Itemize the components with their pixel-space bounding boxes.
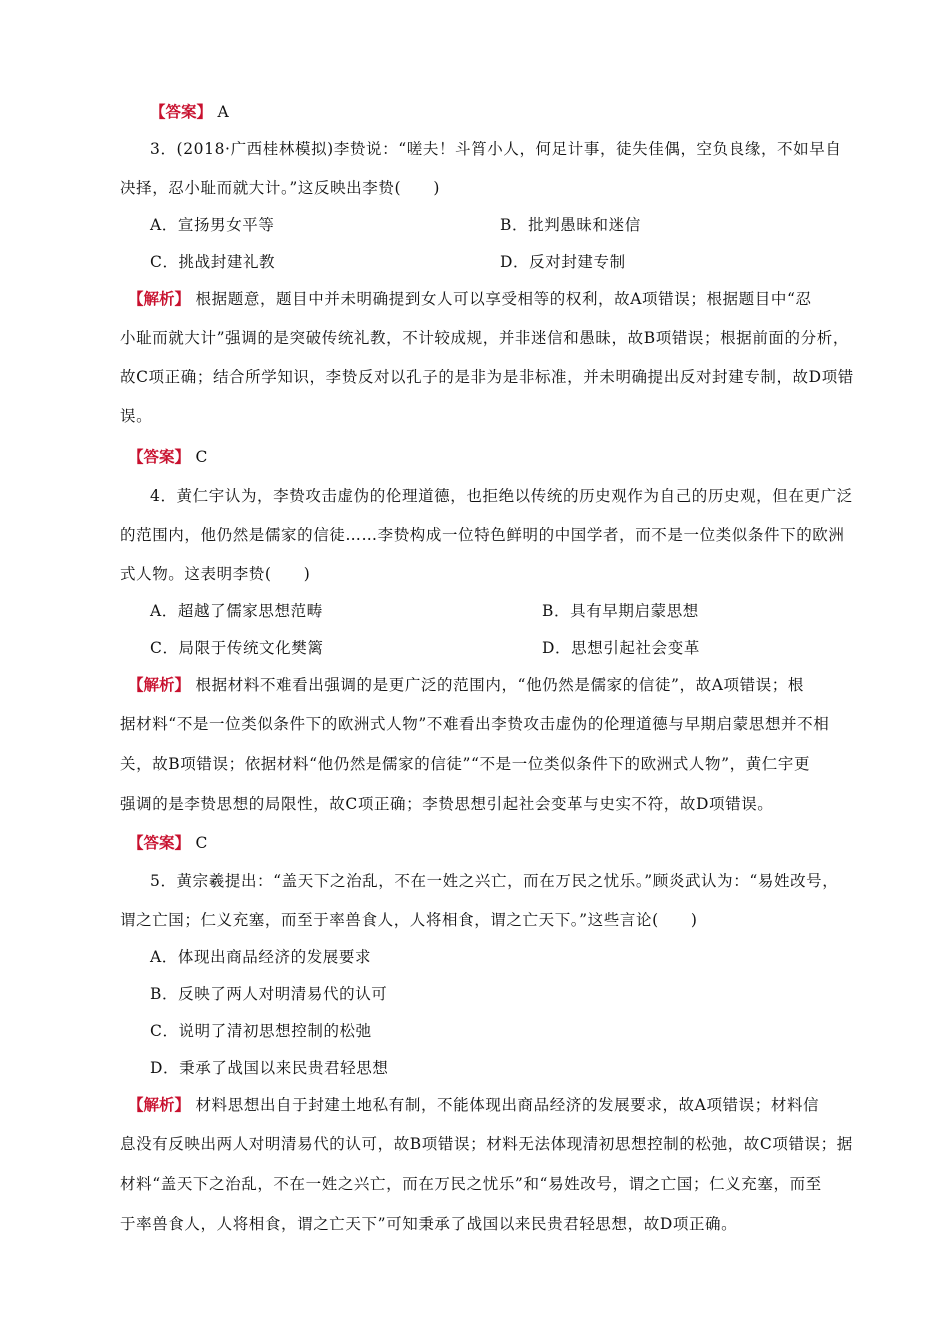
option-c: C．局限于传统文化樊篱 [150, 639, 324, 657]
question-stem: 3．(2018·广西桂林模拟)李贽说：“嗟夫！斗筲小人，何足计事，徒失佳偶，空负良缘，不如早自 [150, 140, 842, 158]
option-a: A．超越了儒家思想范畴 [150, 602, 323, 620]
answer-line-q2 [150, 101, 229, 123]
question-stem: 4．黄仁宇认为，李贽攻击虚伪的伦理道德，也拒绝以传统的历史观作为自己的历史观，但在更广泛 [150, 487, 853, 505]
answer-value: C [195, 448, 209, 466]
analysis-tag: 【解析】 [128, 1096, 191, 1114]
option-d: D．反对封建专制 [500, 253, 626, 271]
analysis-text: 材料“盖天下之治乱，不在一姓之兴亡，而在万民之忧乐”和“易姓改号，谓之亡国；仁义充塞，而至 [120, 1175, 822, 1193]
analysis-text: 据材料“不是一位类似条件下的欧洲式人物”不难看出李贽攻击虚伪的伦理道德与早期启蒙思想并不相 [120, 715, 830, 733]
analysis-text: 息没有反映出两人对明清易代的认可，故B项错误；材料无法体现清初思想控制的松弛，故C项错误；据 [120, 1135, 853, 1153]
option-b: B．批判愚昧和迷信 [500, 216, 641, 234]
analysis-tag: 【解析】 [128, 290, 191, 308]
question-stem: 谓之亡国；仁义充塞，而至于率兽食人，人将相食，谓之亡天下。”这些言论( ) [120, 911, 698, 929]
option-d: D．秉承了战国以来民贵君轻思想 [150, 1059, 389, 1077]
option-row [150, 251, 626, 273]
option-a: A．宣扬男女平等 [150, 216, 275, 234]
question-stem: 5．黄宗羲提出：“盖天下之治乱，不在一姓之兴亡，而在万民之忧乐。”顾炎武认为：“易姓改号， [150, 872, 839, 890]
answer-value: A [217, 103, 230, 121]
answer-tag: 【答案】 [128, 834, 191, 852]
analysis-text: 故C项正确；结合所学知识，李贽反对以孔子的是非为是非标准，并未明确提出反对封建专制，故D项错 [120, 368, 854, 386]
analysis-line [128, 674, 804, 696]
answer-tag: 【答案】 [128, 448, 191, 466]
option-row [150, 214, 641, 236]
option-c: C．说明了清初思想控制的松弛 [150, 1022, 372, 1040]
analysis-text: 误。 [120, 407, 153, 425]
option-row [150, 637, 700, 659]
analysis-text: 于率兽食人，人将相食，谓之亡天下”可知秉承了战国以来民贵君轻思想，故D项正确。 [120, 1215, 738, 1233]
option-c: C．挑战封建礼教 [150, 253, 276, 271]
analysis-text: 强调的是李贽思想的局限性，故C项正确；李贽思想引起社会变革与史实不符，故D项错误。 [120, 795, 774, 813]
option-b: B．具有早期启蒙思想 [542, 602, 699, 620]
answer-value: C [195, 834, 209, 852]
analysis-text: 材料思想出自于封建土地私有制，不能体现出商品经济的发展要求，故A项错误；材料信 [195, 1096, 820, 1114]
answer-line-q3 [128, 446, 208, 468]
analysis-line [128, 1094, 819, 1116]
option-b: B．反映了两人对明清易代的认可 [150, 985, 388, 1003]
question-stem: 决择，忍小耻而就大计。”这反映出李贽( ) [120, 179, 440, 197]
option-a: A．体现出商品经济的发展要求 [150, 948, 372, 966]
option-row [150, 600, 699, 622]
option-d: D．思想引起社会变革 [542, 639, 700, 657]
analysis-text: 关，故B项错误；依据材料“他仍然是儒家的信徒”“不是一位类似条件下的欧洲式人物”，黄仁宇更 [120, 755, 811, 773]
analysis-text: 根据材料不难看出强调的是更广泛的范围内，“他仍然是儒家的信徒”，故A项错误；根 [195, 676, 804, 694]
analysis-text: 小耻而就大计”强调的是突破传统礼教，不计较成规，并非迷信和愚昧，故B项错误；根据前面的分析， [120, 329, 849, 347]
answer-line-q4 [128, 832, 208, 854]
question-stem: 的范围内，他仍然是儒家的信徒……李贽构成一位特色鲜明的中国学者，而不是一位类似条件下的欧洲 [120, 526, 845, 544]
analysis-tag: 【解析】 [128, 676, 191, 694]
analysis-text: 根据题意，题目中并未明确提到女人可以享受相等的权利，故A项错误；根据题目中“忍 [195, 290, 812, 308]
answer-tag: 【答案】 [150, 103, 213, 121]
analysis-line [128, 288, 812, 310]
question-stem: 式人物。这表明李贽( ) [120, 565, 311, 583]
